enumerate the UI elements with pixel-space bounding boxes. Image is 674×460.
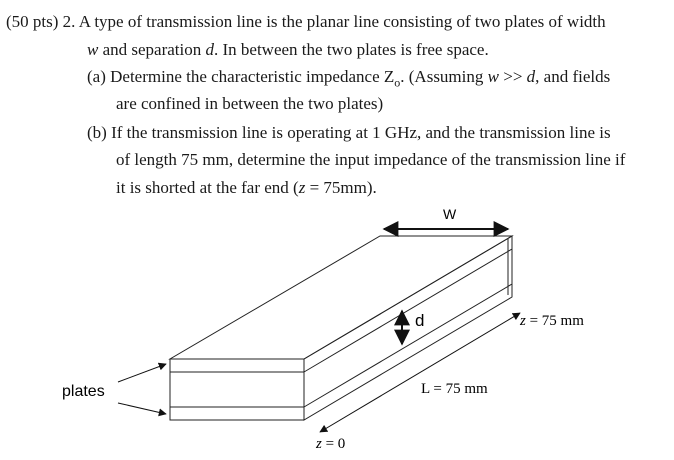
part-a-text-mid: . (Assuming: [400, 67, 488, 86]
part-a-cond-d: d: [526, 67, 536, 86]
front-face: [170, 359, 304, 420]
part-a-text-after: , and fields: [535, 67, 611, 86]
var-d: d: [205, 40, 214, 59]
side-plate-top-inner: [304, 249, 512, 372]
part-b-text-3b: = 75mm).: [305, 178, 377, 197]
intro-text-1: A type of transmission line is the planar line consisting of two plates of width: [78, 12, 606, 31]
plates-label: plates: [62, 383, 105, 400]
far-end-label: [519, 313, 584, 329]
part-a-cond-w: w: [487, 67, 499, 86]
length-label: L = 75 mm: [421, 381, 488, 397]
intro-text-2: and separation: [98, 40, 206, 59]
intro-text-3: . In between the two plates is free space.: [214, 40, 489, 59]
part-a-subscript: o: [394, 75, 401, 90]
width-label: W: [443, 206, 457, 222]
part-a-label: (a): [87, 67, 106, 86]
plates-arrow-top: [118, 364, 166, 382]
part-a-cond-op: >>: [498, 67, 527, 86]
part-b-line-2: of length 75 mm, determine the input impedance of the transmission line if: [116, 150, 626, 169]
near-end-z-var: z: [316, 436, 322, 452]
plates-arrow-bottom: [118, 403, 166, 414]
part-b-text-1: If the transmission line is operating at 1 GHz, and the transmission line is: [106, 123, 611, 142]
top-face: [170, 236, 512, 359]
far-end-z-var: z: [520, 313, 526, 329]
near-end-z-value: = 0: [321, 436, 346, 452]
far-end-z-value: = 75 mm: [525, 313, 584, 329]
length-arrow: [320, 313, 520, 432]
points-label: (50 pts) 2.: [6, 12, 76, 31]
part-a-line-2: are confined in between the two plates): [116, 94, 384, 113]
separation-label: d: [415, 311, 425, 330]
part-a-text-before: Determine the characteristic impedance Z: [105, 67, 395, 86]
part-b-label: (b): [87, 123, 107, 142]
var-w: w: [87, 40, 99, 59]
near-end-label: [315, 436, 345, 452]
part-b-text-3a: it is shorted at the far end (: [116, 178, 299, 197]
part-b-z-var: z: [298, 178, 306, 197]
